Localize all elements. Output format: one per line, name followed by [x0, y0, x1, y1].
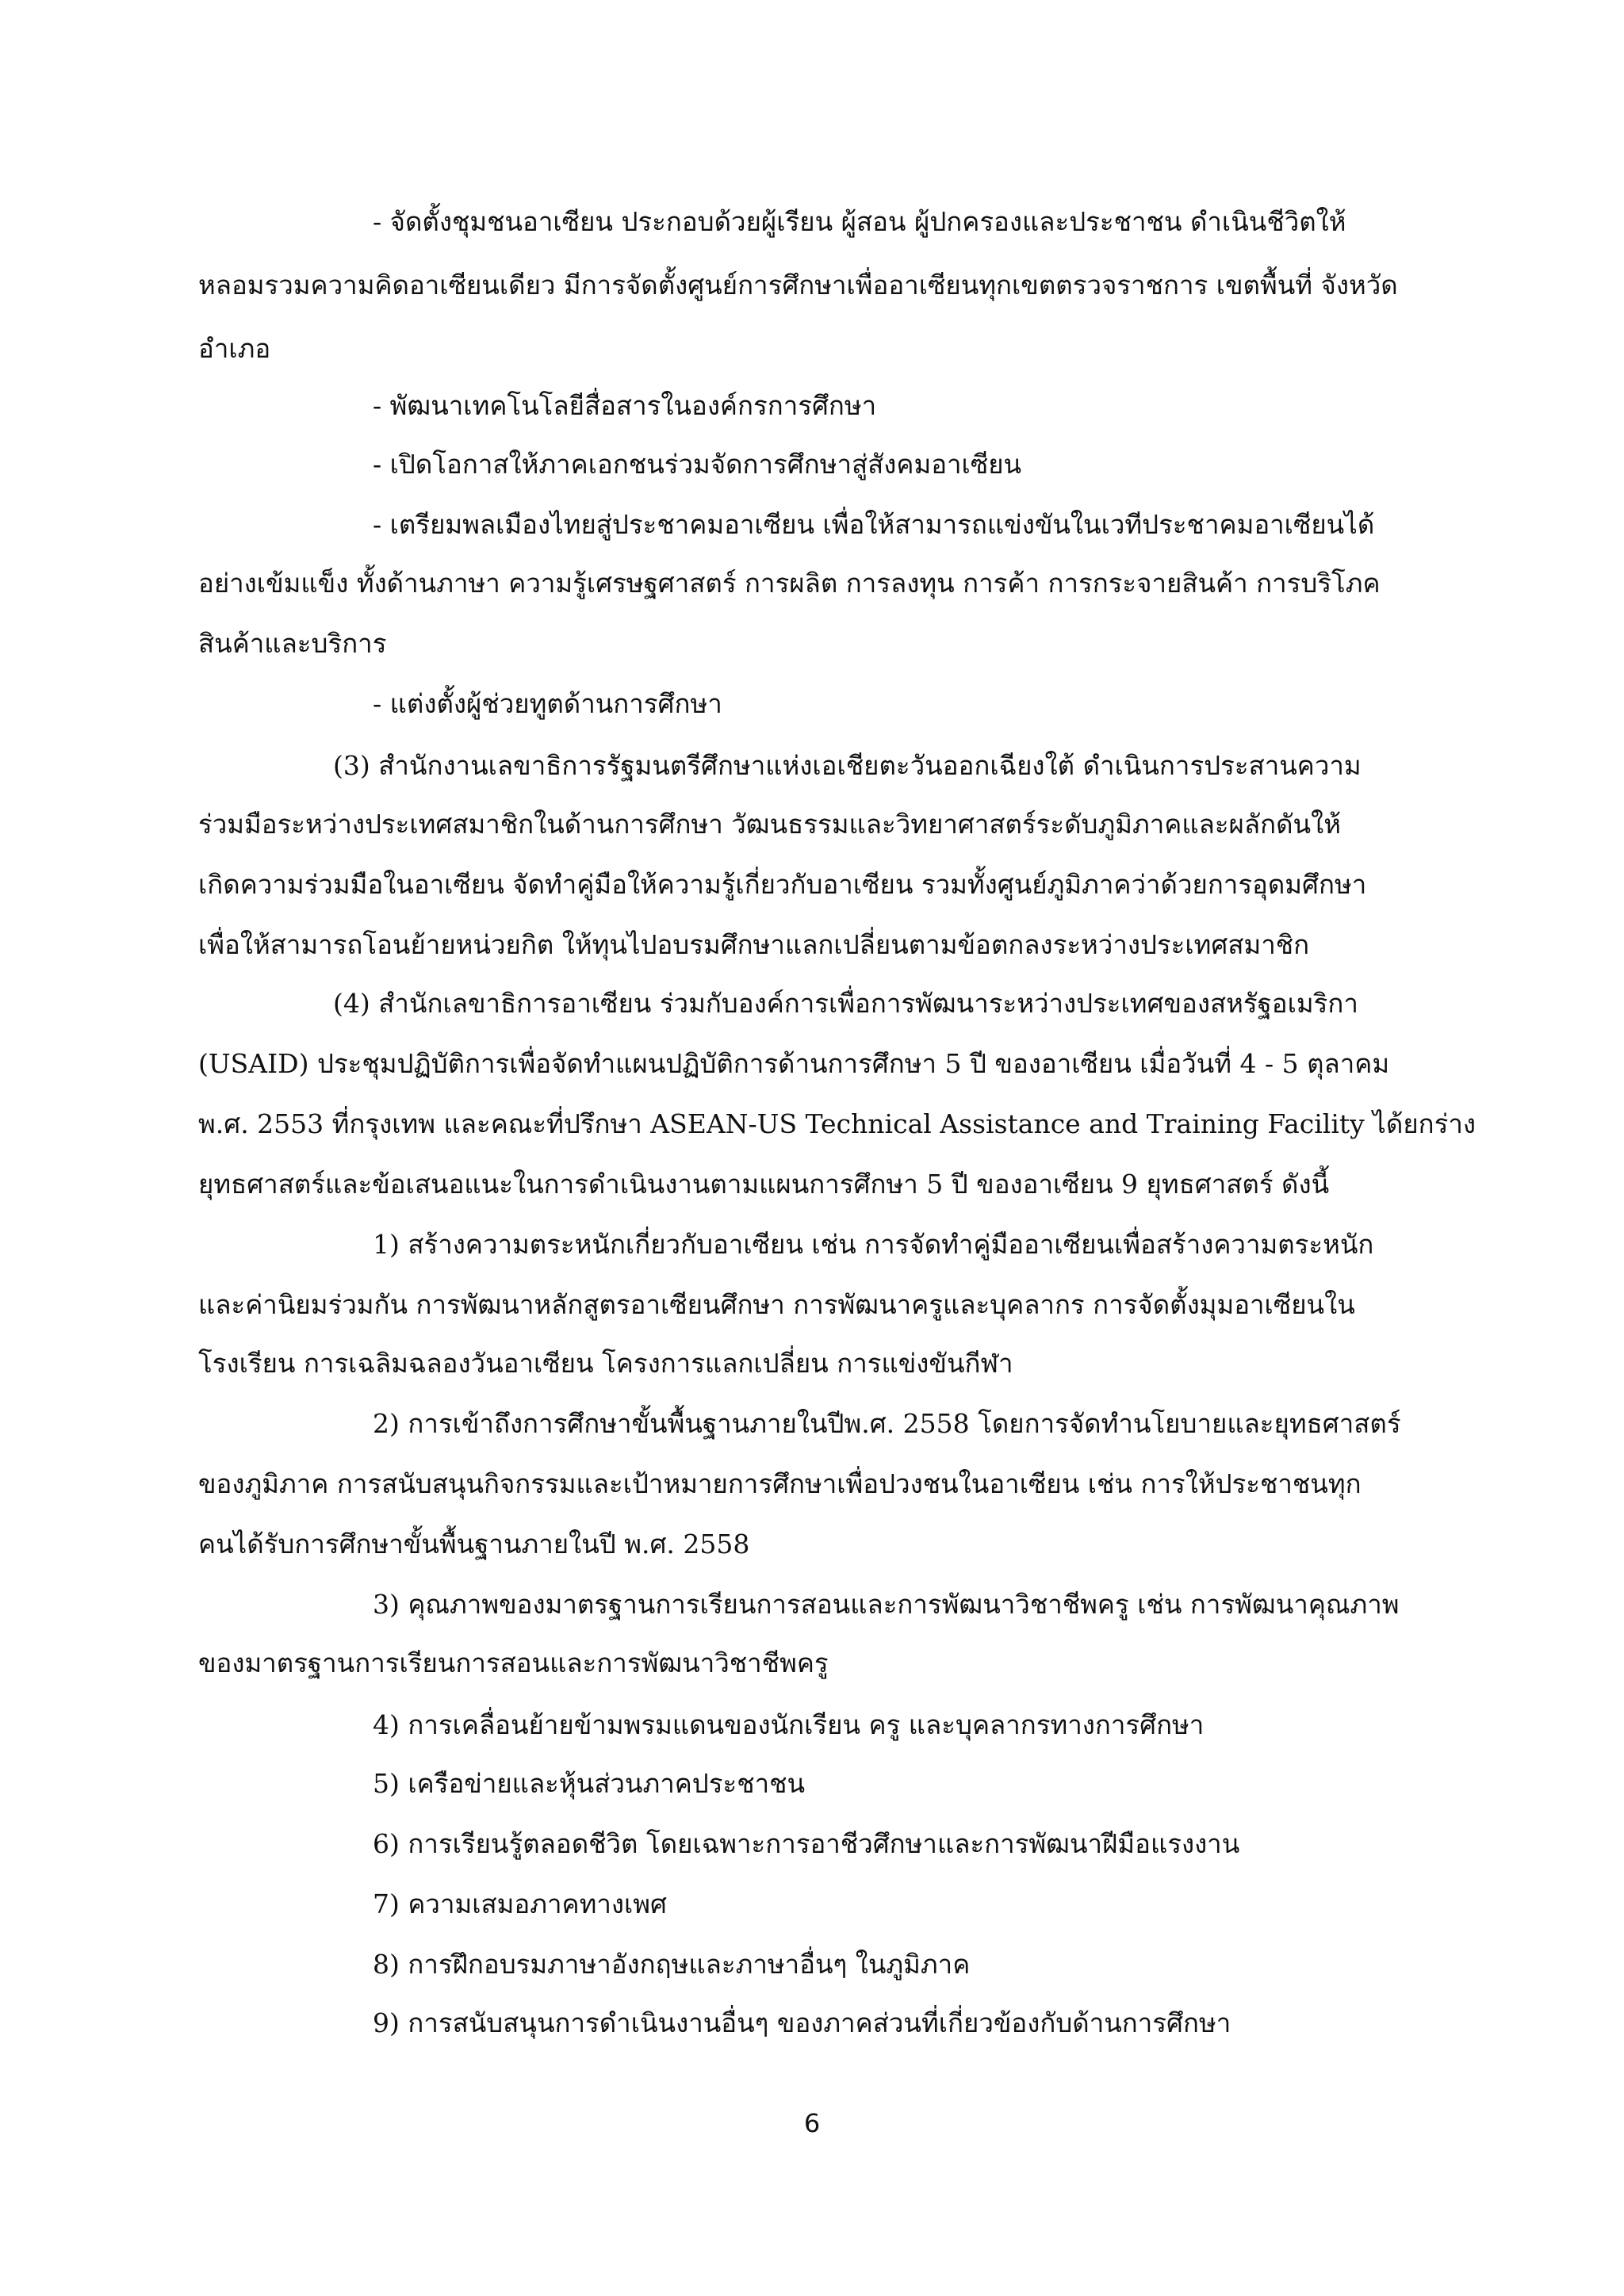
paragraph-line: - เตรียมพลเมืองไทยสู่ประชาคมอาเซียน เพื่อให้สามารถแข่งขันในเวทีประชาคมอาเซียนได้ — [373, 509, 1375, 540]
paragraph-line: เพื่อให้สามารถโอนย้ายหน่วยกิต ให้ทุนไปอบรมศึกษาแลกเปลี่ยนตามข้อตกลงระหว่างประเทศสมาชิก — [198, 929, 1310, 960]
paragraph-line: ยุทธศาสตร์และข้อเสนอแนะในการดำเนินงานตามแผนการศึกษา 5 ปี ของอาเซียน 9 ยุทธศาสตร์ ดังนี้ — [198, 1169, 1330, 1200]
paragraph-line: 5) เครือข่ายและหุ้นส่วนภาคประชาชน — [373, 1768, 806, 1799]
paragraph-line: คนได้รับการศึกษาขั้นพื้นฐานภายในปี พ.ศ. 2558 — [198, 1529, 750, 1559]
paragraph-line: 9) การสนับสนุนการดำเนินงานอื่นๆ ของภาคส่วนที่เกี่ยวข้องกับด้านการศึกษา — [373, 2007, 1231, 2038]
paragraph-line: 4) การเคลื่อนย้ายข้ามพรมแดนของนักเรียน ครู และบุคลากรทางการศึกษา — [373, 1709, 1205, 1740]
paragraph-line: (3) สำนักงานเลขาธิการรัฐมนตรีศึกษาแห่งเอเชียตะวันออกเฉียงใต้ ดำเนินการประสานความ — [333, 750, 1362, 781]
paragraph-line: 8) การฝึกอบรมภาษาอังกฤษและภาษาอื่นๆ ในภูมิภาค — [373, 1949, 971, 1980]
paragraph-line: - พัฒนาเทคโนโลยีสื่อสารในองค์กรการศึกษา — [373, 390, 877, 421]
paragraph-line: (4) สำนักเลขาธิการอาเซียน ร่วมกับองค์การเพื่อการพัฒนาระหว่างประเทศของสหรัฐอเมริกา — [333, 988, 1358, 1019]
paragraph-line: อำเภอ — [198, 333, 271, 364]
page-number: 6 — [803, 2108, 821, 2138]
paragraph-line: เกิดความร่วมมือในอาเซียน จัดทำคู่มือให้ความรู้เกี่ยวกับอาเซียน รวมทั้งศูนย์ภูมิภาคว่าด้วยการอุดมศึกษา — [198, 869, 1367, 900]
paragraph-line: 2) การเข้าถึงการศึกษาขั้นพื้นฐานภายในปีพ.ศ. 2558 โดยการจัดทำนโยบายและยุทธศาสตร์ — [373, 1408, 1401, 1439]
paragraph-line: - เปิดโอกาสให้ภาคเอกชนร่วมจัดการศึกษาสู่สังคมอาเซียน — [373, 449, 1022, 480]
paragraph-line: โรงเรียน การเฉลิมฉลองวันอาเซียน โครงการแลกเปลี่ยน การแข่งขันกีฬา — [198, 1348, 1013, 1379]
paragraph-line: หลอมรวมความคิดอาเซียนเดียว มีการจัดตั้งศูนย์การศึกษาเพื่ออาเซียนทุกเขตตรวจราชการ เขตพื้นที่ จังหวัด — [198, 270, 1398, 300]
paragraph-line: อย่างเข้มแข็ง ทั้งด้านภาษา ความรู้เศรษฐศาสตร์ การผลิต การลงทุน การค้า การกระจายสินค้า การบริโภค — [198, 568, 1381, 599]
paragraph-line: 6) การเรียนรู้ตลอดชีวิต โดยเฉพาะการอาชีวศึกษาและการพัฒนาฝีมือแรงงาน — [373, 1828, 1240, 1859]
paragraph-line: 7) ความเสมอภาคทางเพศ — [373, 1888, 667, 1919]
paragraph-line: ของมาตรฐานการเรียนการสอนและการพัฒนาวิชาชีพครู — [198, 1647, 829, 1678]
paragraph-line: ของภูมิภาค การสนับสนุนกิจกรรมและเป้าหมายการศึกษาเพื่อปวงชนในอาเซียน เช่น การให้ประชาชนทุก — [198, 1468, 1362, 1499]
paragraph-line: 3) คุณภาพของมาตรฐานการเรียนการสอนและการพัฒนาวิชาชีพครู เช่น การพัฒนาคุณภาพ — [373, 1589, 1400, 1620]
paragraph-line: และค่านิยมร่วมกัน การพัฒนาหลักสูตรอาเซียนศึกษา การพัฒนาครูและบุคลากร การจัดตั้งมุมอาเซียนใน — [198, 1289, 1355, 1320]
paragraph-line: - จัดตั้งชุมชนอาเซียน ประกอบด้วยผู้เรียน ผู้สอน ผู้ปกครองและประชาชน ดำเนินชีวิตให้ — [373, 206, 1346, 237]
paragraph-line: พ.ศ. 2553 ที่กรุงเทพ และคณะที่ปรึกษา ASEAN-US Technical Assistance and Training Facility ได้ยกร่าง — [198, 1108, 1477, 1139]
paragraph-line: (USAID) ประชุมปฏิบัติการเพื่อจัดทำแผนปฏิบัติการด้านการศึกษา 5 ปี ของอาเซียน เมื่อวันที่ 4 - 5 ตุลาคม — [198, 1048, 1390, 1079]
paragraph-line: 1) สร้างความตระหนักเกี่ยวกับอาเซียน เช่น การจัดทำคู่มืออาเซียนเพื่อสร้างความตระหนัก — [373, 1229, 1374, 1260]
paragraph-line: - แต่งตั้งผู้ช่วยทูตด้านการศึกษา — [373, 688, 722, 719]
paragraph-line: ร่วมมือระหว่างประเทศสมาชิกในด้านการศึกษา วัฒนธรรมและวิทยาศาสตร์ระดับภูมิภาคและผลักดันให้ — [198, 809, 1341, 840]
paragraph-line: สินค้าและบริการ — [198, 628, 387, 659]
